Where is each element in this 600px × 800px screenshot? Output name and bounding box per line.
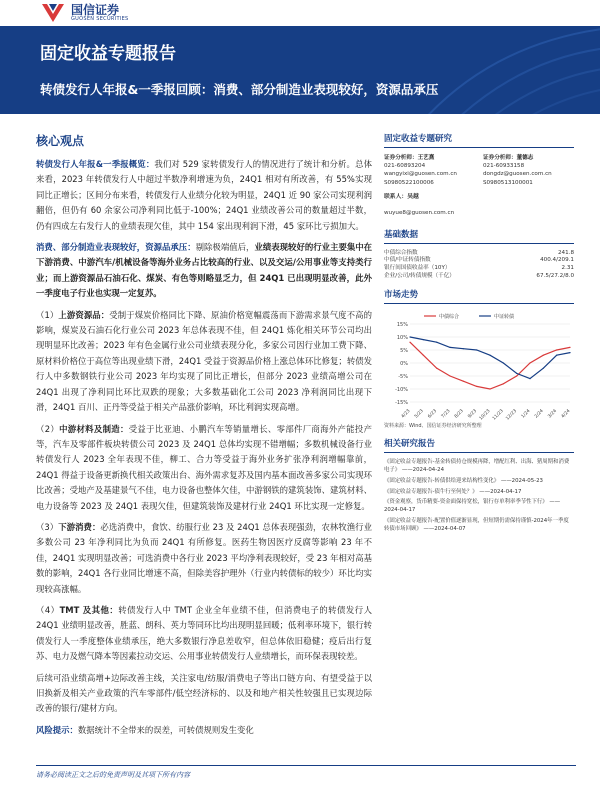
data-point <box>476 386 477 387</box>
logo-name-en: GUOSEN SECURITIES <box>71 16 129 22</box>
data-point <box>503 383 504 384</box>
x-tick-label: 11/23 <box>492 409 505 421</box>
chart-source: 资料来源：Wind、国信证券经济研究所整理 <box>384 423 482 430</box>
related-report[interactable]: 《固定收益专题报告-基金转债持仓规模再降，增配红利、出海、猪周期和消费电子》 ——2024-04-24 <box>384 459 570 473</box>
market-data-value: 400.4/209.1 <box>540 257 574 264</box>
report-title: 转债发行人年报&一季报回顾：消费、部分制造业表现较好，资源品承压 <box>40 82 439 97</box>
item-text: 必选消费中，食饮、纺服行业 23 及 24Q1 总体表现强劲，农林牧渔行业多数公司 23 年净利同比为负而 24Q1 有所修复。医药生物因医疗反腐等影响 23 年不佳，24Q1 实现明显改善；可选消费中各行业 2023 平均净利表现较好，受 23 年相对高基数的影响，24Q1 各行业同比增速不高，但除美容护理外（行业内转债标的较少）环比均实现较高涨幅。 <box>36 521 372 594</box>
data-point <box>556 355 557 356</box>
data-point <box>543 355 544 356</box>
x-tick-label: 10/23 <box>478 409 492 421</box>
related-report[interactable]: 《资金观察，货币精要-资金面保持宽松，银行存单利率季节性下行》 ——2024-04-17 <box>384 499 561 514</box>
data-point <box>423 339 424 340</box>
x-tick-label: 3/24 <box>547 409 559 420</box>
market-data-label: 中债综合指数 <box>384 249 418 256</box>
contact-person <box>384 191 574 200</box>
sidebar <box>384 132 574 537</box>
market-data-row <box>384 265 574 273</box>
data-point <box>436 368 437 369</box>
x-tick-label: 4/23 <box>400 409 412 420</box>
market-data-label: 银行间国债收益率（10Y） <box>384 265 451 271</box>
item-text: 转债发行人中 TMT 企业全年业绩不佳，但消费电子的转债发行人 24Q1 业绩明显改善，胜蓝、朗科、英力等同环比均出现明显回暖；低利率环境下，银行转债发行人一季度整体业绩承压，绝大多数银行净息差收窄，但总体依旧稳健；疫后出行复苏、电力及燃气降本等因素拉动交运、公用事业转债发行人业绩增长，而环保表现较差。 <box>36 604 372 662</box>
data-point <box>569 352 570 353</box>
overview-lead: 转债发行人年报&一季报概览： <box>36 159 155 169</box>
x-tick-label: 5/23 <box>414 409 425 420</box>
overview-paragraph <box>36 157 372 234</box>
contact-role: 联系人： <box>384 193 408 200</box>
risk-text: 数据统计不全带来的误差，可转债规则发生变化 <box>77 724 254 735</box>
data-point <box>476 350 477 351</box>
x-tick-label: 7/23 <box>440 409 452 420</box>
industry-paragraph <box>36 240 372 302</box>
market-data-table <box>384 250 574 280</box>
report-type: 固定收益专题报告 <box>40 44 176 64</box>
data-point <box>489 389 490 390</box>
title-banner <box>0 26 600 114</box>
related-report[interactable]: 《固定收益专题报告-债牛行至何处？》 ——2024-04-17 <box>384 488 522 495</box>
analyst-cert: S0980522100006 <box>384 179 434 186</box>
data-point <box>529 363 530 364</box>
x-tick-label: 12/23 <box>505 409 519 421</box>
analyst-card <box>384 154 475 187</box>
item-paragraph <box>36 422 372 514</box>
x-tick-label: 1/24 <box>520 409 532 420</box>
item-text: 受益于比亚迪、小鹏汽车等销量增长、零部件厂商海外产能投产等，汽车及零部件板块转债公司 2023 及 24Q1 总体均实现不错增幅；多数机械设备行业转债发行人 2023 全年表现不佳，柳工、合力等受益于海外业务扩张净利润增幅靠前，24Q1 得益于设备更新换代相关政策出台、海外需求复苏及国内基本面改善多家公司实现环比改善；受地产及基建景气不佳，电力设备也整体欠佳，中游钢铁的建筑装饰、建筑材料、电力设备等 2023 及 24Q1 表现欠佳，但建筑装饰及建材行业 24Q1 环比实现一定修复。 <box>36 423 373 511</box>
data-point <box>463 348 464 349</box>
contact-email[interactable]: wuyue8@guosen.com.cn <box>384 209 455 216</box>
item-text: 受制于煤炭价格同比下降、原油价格宽幅震荡而下游需求景气度不高的影响，煤炭及石油石化行业公司 2023 年总体表现不佳，但 24Q1 炼化相关环节公司均出现明显环比改善；2023 年有色金属行业公司业绩表现分化，多家公司因行业加工费下降、原材料价格位于高位等出现业绩下滑，24Q1 受益于资源品价格上涨总体环比修复；转债发行人中多数钢铁行业公司 2023 年均实现了同比正增长，但部分 2023 业绩高增公司在 24Q1 出现了净利同比环比双跌的现象；大多数基础化工公司 2023 净利润同比出现下滑，24Q1 百川、正丹等受益于相关产品涨价影响，环比利润实现高增。 <box>36 309 372 413</box>
market-data-value: 2.31 <box>561 265 574 271</box>
market-trend-svg <box>384 310 574 420</box>
item-lead: 上游资源品： <box>58 309 110 320</box>
market-data-row <box>384 273 574 281</box>
core-view-heading: 核心观点 <box>36 134 85 148</box>
logo-name-cn: 国信证券 <box>71 3 120 17</box>
item-lead: 中游材料及制造： <box>59 423 129 434</box>
analyst-role: 证券分析师： <box>384 155 418 161</box>
y-tick-label: -5% <box>398 373 408 380</box>
y-tick-label: -15% <box>395 399 408 406</box>
y-tick-label: 15% <box>396 321 408 328</box>
y-tick-label: 10% <box>396 334 408 341</box>
data-point <box>516 373 517 374</box>
item-lead: 下游消费： <box>58 521 101 532</box>
analyst-email[interactable]: dongdz@guosen.com.cn <box>483 171 552 178</box>
market-data-value: 67.5/27.2/8.0 <box>536 272 574 279</box>
report-category: 固定收益专题研究 <box>384 132 574 148</box>
market-trend-chart <box>384 310 574 420</box>
data-point <box>409 342 410 343</box>
market-data-row <box>384 257 574 265</box>
item-number: （4） <box>36 604 60 615</box>
analyst-phone: 021-60933158 <box>483 163 525 170</box>
legend-label: 中债综合 <box>439 314 460 321</box>
industry-lead: 消费、部分制造业表现较好，资源品承压： <box>36 242 196 253</box>
related-heading: 相关研究报告 <box>384 437 574 453</box>
legend-label: 中证转债 <box>494 314 515 321</box>
x-tick-label: 4/24 <box>560 409 572 420</box>
main-content <box>36 132 372 744</box>
item-number: （2） <box>36 423 60 434</box>
footer-divider <box>36 765 576 766</box>
analyst-phone: 021-60893204 <box>384 163 426 170</box>
market-data-heading: 基础数据 <box>384 228 574 244</box>
risk-paragraph <box>36 723 372 738</box>
company-logo <box>40 0 129 26</box>
x-tick-label: 9/23 <box>467 409 479 420</box>
footer-disclaimer: 请务必阅读正文之后的免责声明及其项下所有内容 <box>36 771 190 779</box>
industry-text: 剔除极端值后， <box>195 242 255 253</box>
logo-icon <box>40 2 66 24</box>
data-point <box>489 355 490 356</box>
analyst-role: 证券分析师： <box>483 155 517 161</box>
x-tick-label: 8/23 <box>454 409 465 420</box>
y-tick-label: -10% <box>395 386 408 393</box>
item-paragraph <box>36 308 372 416</box>
series-line <box>410 337 570 379</box>
analyst-list <box>384 154 574 187</box>
data-point <box>436 342 437 343</box>
data-point <box>529 378 530 379</box>
item-number: （1） <box>36 309 59 320</box>
x-tick-label: 6/23 <box>427 409 439 420</box>
related-report[interactable]: 《固定收益专题报告-转债供给迎来结构性变化》 ——2024-05-23 <box>384 477 543 484</box>
data-point <box>449 376 450 377</box>
risk-label: 风险提示： <box>36 724 78 735</box>
data-point <box>516 376 517 377</box>
y-tick-label: 0% <box>400 360 408 367</box>
data-point <box>556 350 557 351</box>
analyst-cert: S0980513100001 <box>483 179 533 186</box>
industry-bold-text: 业绩表现较好的行业主要集中在下游消费、中游汽车/机械设备等海外业务占比较高的行业、以及交运/公用事业等支持类行业；而上游资源品石油石化、煤炭、有色等则略显乏力，但 24Q1 已出现明显改善，此外一季度电子行业也实现一定复苏。 <box>36 242 373 299</box>
related-report[interactable]: 《固定收益专题报告-配置价值逐渐显现，但短期仍需保持谨慎-2024年一季度转债市场回顾》 ——2024-04-07 <box>384 517 569 532</box>
item-lead: TMT 及其他： <box>59 604 119 615</box>
analyst-card <box>483 154 574 187</box>
analyst-name: 董德志 <box>516 155 534 161</box>
market-data-label: 企业/公司/转债规模（千亿） <box>384 272 455 279</box>
market-data-value: 241.8 <box>557 249 574 256</box>
x-tick-label: 2/24 <box>534 409 545 420</box>
conclusion-paragraph: 后续可沿业绩高增+边际改善主线，关注家电/纺服/消费电子等出口链方向、有望受益于以旧换新及相关产业政策的汽车零部件/低空经济标的、以及和地产相关性较强且已实现边际改善的银行/建材方向。 <box>36 672 372 714</box>
analyst-name: 王艺熹 <box>417 155 435 161</box>
market-data-label: 中债/中证转债指数 <box>384 257 431 264</box>
item-paragraph <box>36 603 372 665</box>
data-point <box>463 381 464 382</box>
y-tick-label: 5% <box>400 347 408 354</box>
analyst-email[interactable]: wangyixi@guosen.com.cn <box>384 171 457 178</box>
banner-decoration-icon <box>370 26 600 114</box>
chart-heading: 市场走势 <box>384 288 574 304</box>
item-number: （3） <box>36 521 59 532</box>
item-paragraph <box>36 520 372 597</box>
data-point <box>423 355 424 356</box>
data-point <box>569 347 570 348</box>
data-point <box>449 347 450 348</box>
data-point <box>409 337 410 338</box>
contact-name: 吴越 <box>407 193 419 200</box>
data-point <box>503 363 504 364</box>
data-point <box>543 368 544 369</box>
overview-text: 我们对 529 家转债发行人的情况进行了统计和分析。总体来看，2023 年转债发行人中超过半数净利增速为负，24Q1 相对有所改善，有 55%实现同比正增长；区间分布来看，转债发行人业绩分化较为明显，24Q1 近 90 家公司实现利润翻倍，但仍有 60 余家公司净利同比低于-100%；24Q1 业绩改善公司的数量超过半数，仍有四成左右发行人的业绩表现欠佳，其中 154 家出现利润下滑，45 家环比亏损加大。 <box>36 159 372 231</box>
